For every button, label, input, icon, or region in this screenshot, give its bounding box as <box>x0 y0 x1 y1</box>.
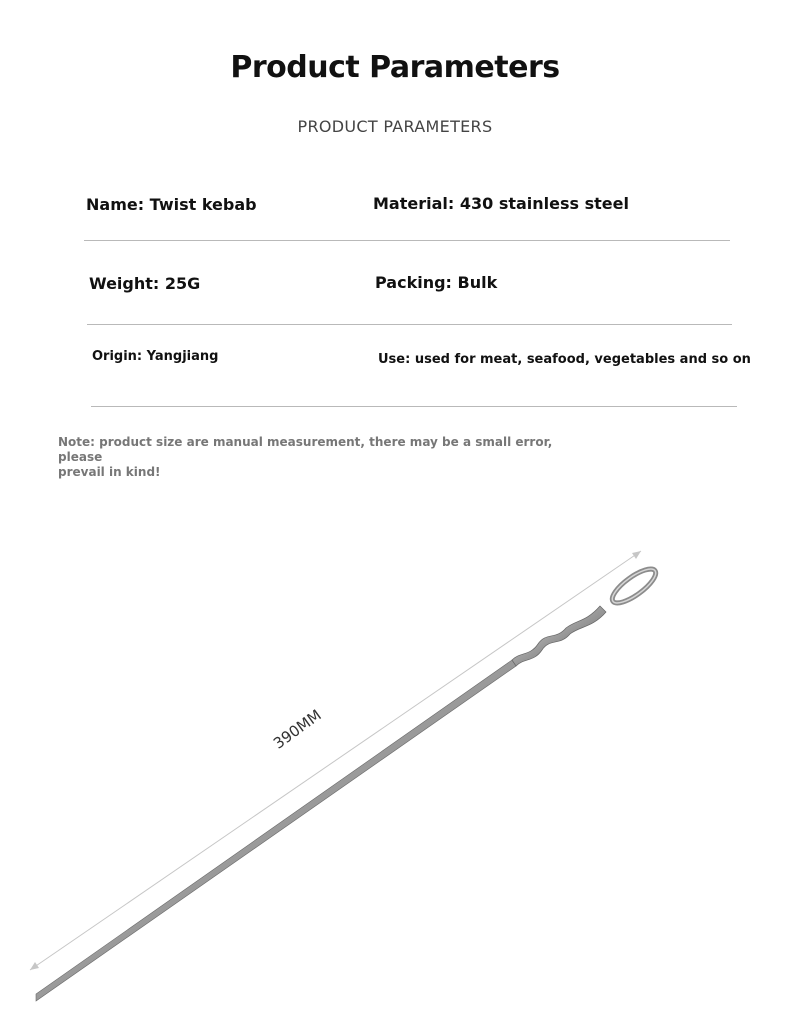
param-origin: Origin: Yangjiang <box>92 349 219 364</box>
page-title: Product Parameters <box>230 50 560 85</box>
row-divider <box>87 324 732 325</box>
skewer <box>36 563 660 1001</box>
row-divider <box>91 406 737 407</box>
skewer-twist <box>512 606 606 666</box>
param-material: Material: 430 stainless steel <box>373 194 629 213</box>
dimension-label: 390MM <box>270 705 325 753</box>
param-packing: Packing: Bulk <box>375 273 498 292</box>
note-line-2: prevail in kind! <box>58 465 161 479</box>
arrow-tail-icon <box>30 962 39 970</box>
page-subtitle: PRODUCT PARAMETERS <box>297 117 493 136</box>
param-weight: Weight: 25G <box>89 274 201 293</box>
dimension-line <box>30 551 641 970</box>
skewer-illustration <box>0 520 790 1030</box>
note-line-1: Note: product size are manual measurement, there may be a small error, please <box>58 435 553 464</box>
skewer-shaft <box>36 660 516 1001</box>
row-divider <box>84 240 730 241</box>
measurement-note <box>58 435 578 480</box>
skewer-ring <box>608 563 661 608</box>
param-use: Use: used for meat, seafood, vegetables and so on <box>378 352 751 367</box>
param-name: Name: Twist kebab <box>86 195 257 214</box>
arrow-head-icon <box>632 551 641 559</box>
